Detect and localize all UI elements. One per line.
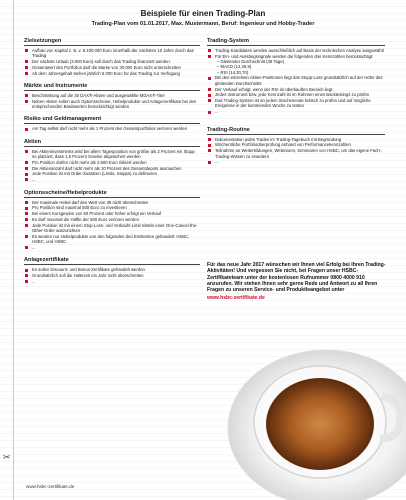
list-item: Jede Position ist mit einem Stop-Loss- und Verkaufs-Limit mittels einer One-Cancel-the-Other-Order auszurichten bbox=[24, 223, 200, 234]
list-item: Ab dem Jahresgehalt stehen jährlich 5.000 Euro für das Trading zur Verfügung bbox=[24, 71, 200, 76]
list-item: ... bbox=[207, 109, 385, 114]
sub-item: – RSI (14,30,70) bbox=[217, 69, 249, 75]
section-title-optionsscheine: Optionsscheine/Hebelprodukte bbox=[24, 190, 200, 198]
left-column bbox=[24, 38, 200, 285]
list-zielsetzungen bbox=[24, 48, 200, 76]
list-item: Gesamtwert des Portfolios darf die Marke von 30.000 Euro nicht unterschreiten bbox=[24, 65, 200, 70]
page-title: Beispiele für einen Trading-Plan bbox=[140, 9, 266, 18]
list-aktien bbox=[24, 149, 200, 183]
list-item: ... bbox=[24, 177, 200, 182]
section-title-aktien: Aktien bbox=[24, 139, 200, 147]
list-trading-routine bbox=[207, 137, 385, 165]
scissors-icon: ✂ bbox=[3, 452, 11, 462]
list-item: Neben Aktien sollen auch Optionsscheine, Hebelprodukte und Anlagezertifikate bei den entsprechenden Basiswerten berücksichtigt werden bbox=[24, 99, 200, 110]
list-item: Bei einem Kursgewinn von 50 Prozent oder höher erfolgt ein Verkauf bbox=[24, 211, 200, 216]
list-trading-system bbox=[207, 48, 385, 115]
list-item: ... bbox=[207, 159, 385, 164]
list-item: Der nächste Urlaub (3.000 Euro) soll durch das Trading finanziert werden bbox=[24, 59, 200, 64]
list-item: Am Tag selbst darf nicht mehr als 1 Prozent des Gesamtportfolios verloren werden bbox=[24, 126, 200, 131]
list-anlagezertifikate bbox=[24, 267, 200, 284]
list-maerkte bbox=[24, 93, 200, 109]
section-title-maerkte: Märkte und Instrumente bbox=[24, 83, 200, 91]
sub-item: – Gleitender Durchschnitt (38 Tage) bbox=[217, 59, 285, 65]
list-item: Dokumentation jedes Trades im Trading-Tagebuch mit Begründung bbox=[207, 137, 385, 142]
indicator-list bbox=[215, 59, 385, 75]
section-title-trading-routine: Trading-Routine bbox=[207, 127, 385, 135]
list-item: Bei den einzelnen Aktien-Positionen liegt das Stopp-Loss grundsätzlich auf der Höhe des gleitenden Durchschnitts bbox=[207, 75, 385, 86]
list-item: Es werden nur Hebelprodukte von den folgenden drei Emittenten gehandelt: HSBC, HSBC, und HSBC bbox=[24, 234, 200, 245]
sub-item: – MACD (12,26,9) bbox=[217, 64, 252, 70]
list-item: Jedes Instrument bzw. jede Kennzahl ist im Rahmen eines Backtestings zu prüfen bbox=[207, 92, 385, 97]
page-subtitle: Trading-Plan vom 01.01.2017, Max. Mustermann, Beruf: Ingenieur und Hobby-Trader bbox=[91, 21, 315, 27]
list-item: ... bbox=[24, 279, 200, 284]
list-item-text: Für Ein- und Ausstiegssignale werden die folgenden drei Kennzahlen berücksichtigt: bbox=[215, 53, 374, 59]
list-item: Teilnahme an Weiterbildungen, Webinaren, Seminaren von HSBC, um das eigene Fach-, Trading-Wissen zu erweitern bbox=[207, 148, 385, 159]
list-risiko bbox=[24, 126, 200, 131]
list-item: Pro Position dürfen nicht mehr als 2.500 Euro riskiert werden bbox=[24, 160, 200, 165]
list-item: Das Trading-System ist an jedem Wochenende kritisch zu prüfen und auf mögliche Ereignisse in der kommenden Woche zu testen bbox=[207, 98, 385, 109]
list-item: Es sollen Discount- und Bonus-Zertifikate gehandelt werden bbox=[24, 267, 200, 272]
list-item: Jede Position ist mit Order-Zusätzen (Limits, Stopps) zu definieren bbox=[24, 171, 200, 176]
section-title-trading-system: Trading-System bbox=[207, 38, 385, 46]
section-title-zielsetzungen: Zielsetzungen bbox=[24, 38, 200, 46]
list-item: Grundsätzlich soll die Haltezeit ein Jahr nicht überschreiten bbox=[24, 273, 200, 278]
list-item: Wöchentliche Portfolioüberprüfung anhand von Performancekennzahlen bbox=[207, 142, 385, 147]
list-item: Der Verkauf erfolgt, wenn der RSI im überkauften Bereich liegt bbox=[207, 87, 385, 92]
right-column bbox=[207, 38, 385, 165]
footer-url: www.hsbc-zertifikate.de bbox=[26, 484, 75, 489]
list-optionsscheine bbox=[24, 200, 200, 251]
list-item: Bei Aktieninvestments wird bei allem Tagesposition von größer als 2 Prozent ein Stopp so platziert, dass 1,5 Prozent Gewinn abgesichert werden bbox=[24, 149, 200, 160]
list-item: Der maximale Hebel darf den Wert von 30 nicht überschreiten bbox=[24, 200, 200, 205]
list-item bbox=[207, 54, 385, 75]
list-item: Es darf maximal die Hälfte der 500 Euro verloren werden bbox=[24, 217, 200, 222]
list-item: Pro Position sind maximal 500 Euro zu investieren bbox=[24, 205, 200, 210]
website-link[interactable]: www.hsbc-zertifikate.de bbox=[207, 295, 265, 301]
list-item: Aufbau von Kapital z. B. v. 8.100.000 Euro innerhalb der nächsten 10 Jahre durch das Trading bbox=[24, 48, 200, 59]
coffee-cup-image bbox=[208, 300, 406, 500]
list-item: Trading-Kandidaten werden ausschließlich auf Basis der technischen Analyse ausgewählt bbox=[207, 48, 385, 53]
list-item: Beschränkung auf die 30 DAX®-Aktien und ausgewählte MDAX®-Titel bbox=[24, 93, 200, 98]
list-item: Die Aktienanzahl darf nicht mehr als 10 Prozent des Gesamtdepots ausmachen bbox=[24, 166, 200, 171]
list-item: ... bbox=[24, 245, 200, 250]
section-title-anlagezertifikate: Anlagezertifikate bbox=[24, 257, 200, 265]
closing-message: Für das neue Jahr 2017 wünschen wir Ihnen viel Erfolg bei Ihren Trading-Aktivitäten! Und vergessen Sie nicht, bei Fragen unser HSBC-Zertifikateteam unter der kostenlosen Rufnummer 0800 4000 910 anzurufen. Wir stehen Ihnen sehr gerne Rede und Antwort zu all Ihren Fragen zu unseren Service- und Produktleangebot unter bbox=[207, 262, 386, 294]
section-title-risiko: Risiko und Geldmanagement bbox=[24, 116, 200, 124]
